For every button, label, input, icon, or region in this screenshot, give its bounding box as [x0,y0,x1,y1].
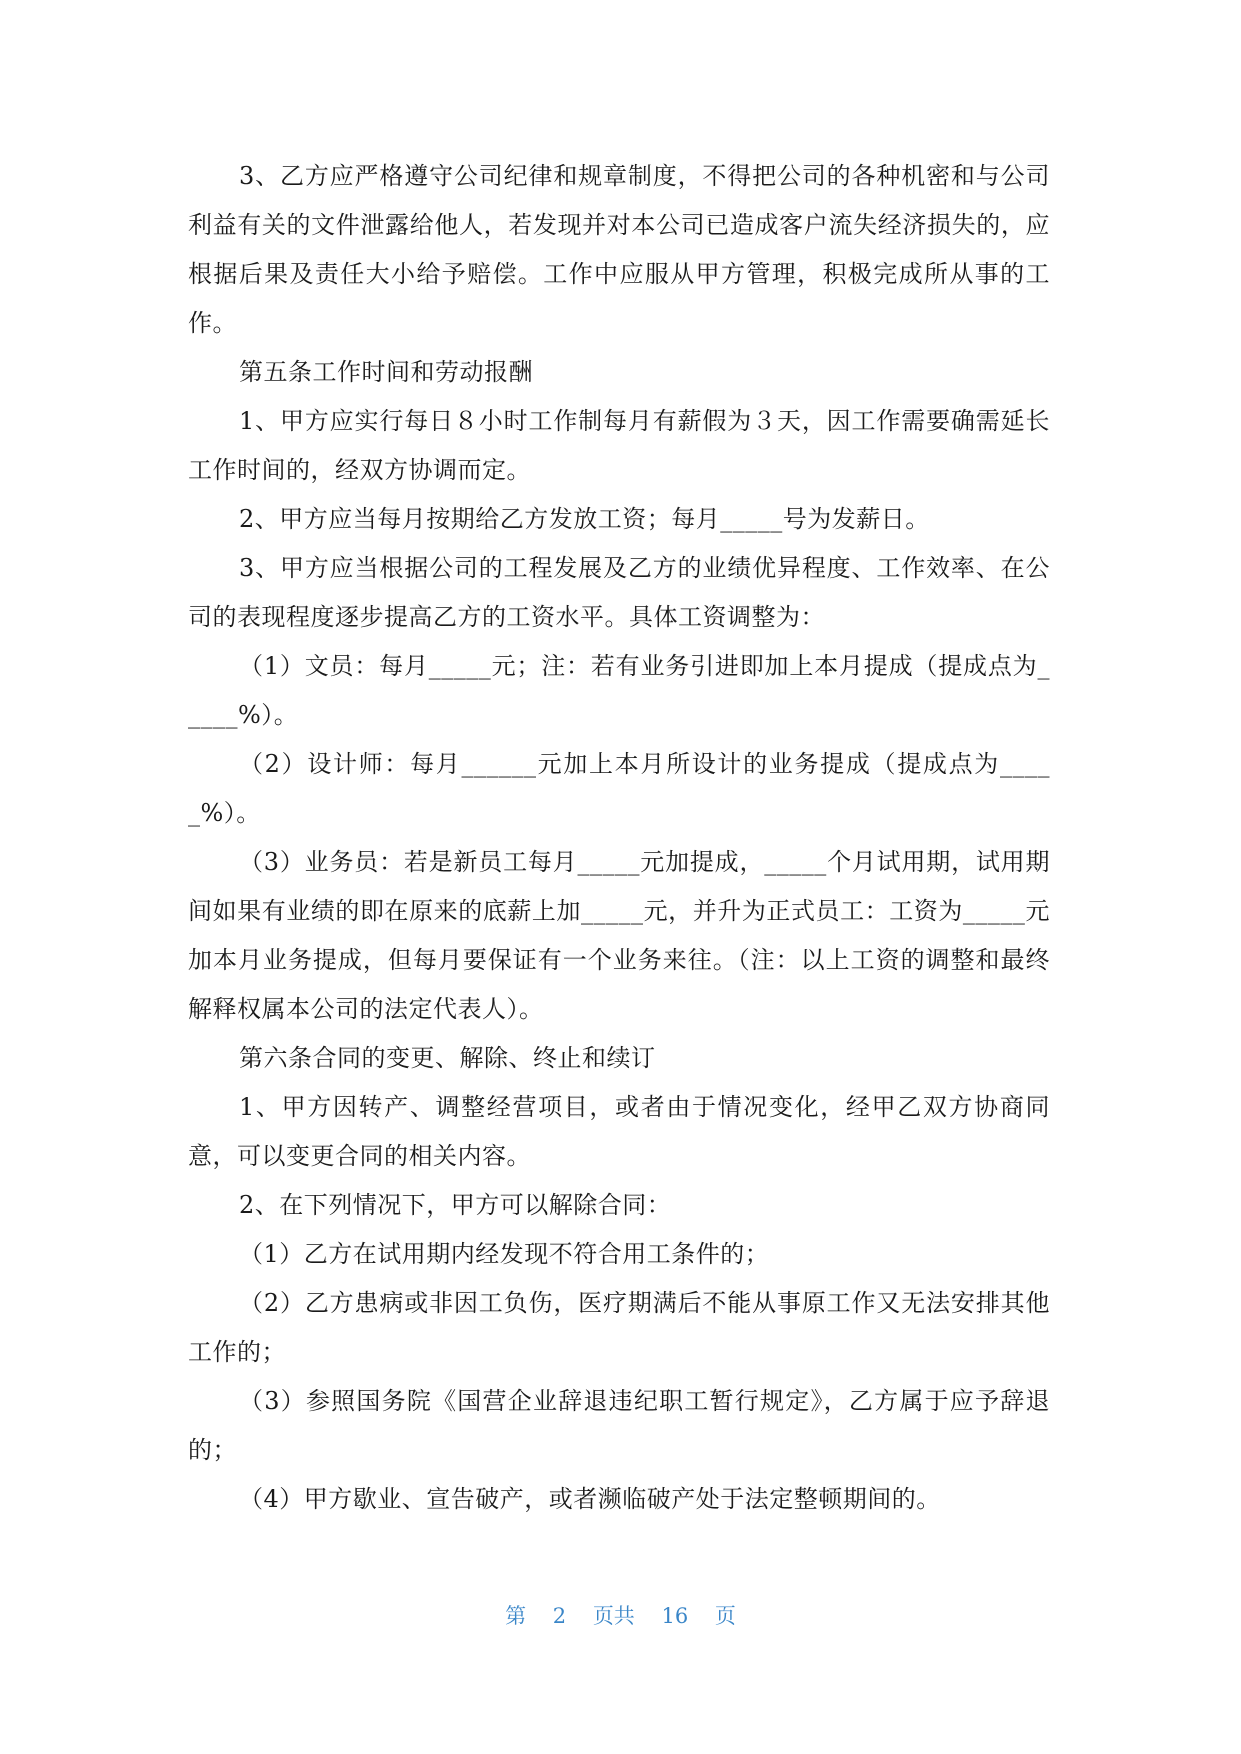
paragraph: （3）业务员：若是新员工每月_____元加提成，_____个月试用期，试用期间如果有业绩的即在原来的底薪上加_____元，并升为正式员工：工资为_____元加本月业务提成，但每月要保证有一个业务来往。（注：以上工资的调整和最终解释权属本公司的法定代表人）。 [188,848,1050,1023]
page-label-mid: 页共 [592,1604,635,1628]
paragraph: （1）乙方在试用期内经发现不符合用工条件的； [239,1240,770,1268]
paragraph: 2、在下列情况下，甲方可以解除合同： [239,1191,672,1219]
paragraph: （4）甲方歇业、宣告破产，或者濒临破产处于法定整顿期间的。 [239,1485,941,1513]
paragraph: 1、甲方应实行每日８小时工作制每月有薪假为３天，因工作需要确需延长工作时间的，经双方协调而定。 [188,407,1050,484]
paragraph: 3、乙方应严格遵守公司纪律和规章制度，不得把公司的各种机密和与公司利益有关的文件泄露给他人，若发现并对本公司已造成客户流失经济损失的，应根据后果及责任大小给予赔偿。工作中应服从甲方管理，积极完成所从事的工作。 [188,162,1050,337]
total-pages-number: 16 [661,1604,689,1628]
document-body [188,152,1050,1524]
paragraph: （3）参照国务院《国营企业辞退违纪职工暂行规定》，乙方属于应予辞退的； [188,1387,1050,1464]
paragraph: （1）文员：每月_____元；注：若有业务引进即加上本月提成（提成点为_____%）。 [188,652,1050,729]
paragraph: （2）设计师：每月______元加上本月所设计的业务提成（提成点为_____%）。 [188,750,1050,827]
page-number-footer [0,1600,1241,1630]
paragraph: （2）乙方患病或非因工负伤，医疗期满后不能从事原工作又无法安排其他工作的； [188,1289,1050,1366]
paragraph: 3、甲方应当根据公司的工程发展及乙方的业绩优异程度、工作效率、在公司的表现程度逐步提高乙方的工资水平。具体工资调整为： [188,554,1050,631]
page-label-suffix: 页 [714,1604,736,1628]
section-heading: 第五条工作时间和劳动报酬 [239,358,533,386]
page-label-prefix: 第 [505,1604,527,1628]
section-heading: 第六条合同的变更、解除、终止和续订 [239,1044,656,1072]
paragraph: 1、甲方因转产、调整经营项目，或者由于情况变化，经甲乙双方协商同意，可以变更合同的相关内容。 [188,1093,1050,1170]
paragraph: 2、甲方应当每月按期给乙方发放工资；每月_____号为发薪日。 [239,505,930,533]
current-page-number: 2 [552,1604,567,1628]
